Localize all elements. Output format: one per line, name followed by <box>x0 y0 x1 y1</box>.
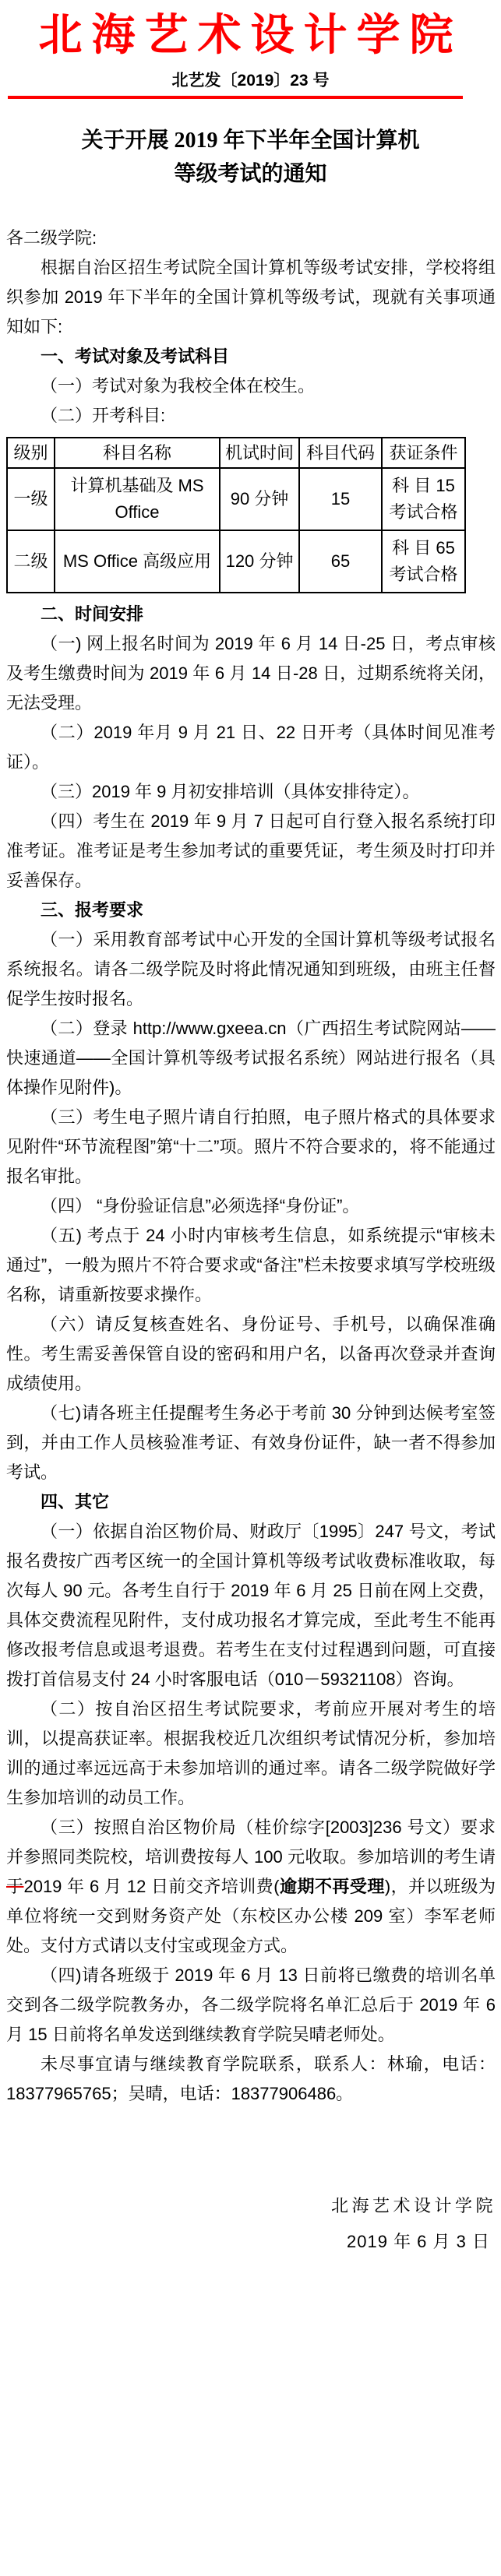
text-run: （二）开考科目: <box>41 406 166 425</box>
table-cell-line: 一级 <box>13 489 48 509</box>
table-row <box>7 530 465 593</box>
text-run: 四、其它 <box>41 1492 110 1511</box>
table-header-cell: 科目名称 <box>55 438 220 468</box>
document-number: 北艺发〔2019〕23 号 <box>171 72 330 90</box>
text-run: 根据自治区招生考试院全国计算机等级考试安排，学校将组织参加 2019 年下半年的全国计算机等级考试，现就有关事项通知如下: <box>6 258 496 336</box>
text-run: )，并以班级为单位将统一交到财务资产处（东校区办公楼 209 室）李军老师处。支付方式请以支付宝或现金方式。 <box>6 1877 496 1955</box>
table-cell <box>299 468 382 530</box>
text-run: （一) 网上报名时间为 2019 年 6 月 14 日-25 日，考点审核及考生缴费时间为 2019 年 6 月 14 日-28 日，过期系统将关闭，无法受理。 <box>6 634 496 713</box>
section-heading <box>6 896 496 925</box>
table-cell <box>220 468 299 530</box>
paragraph <box>6 253 496 342</box>
paragraph <box>6 1813 496 1961</box>
text-run: （一）考试对象为我校全体在校生。 <box>41 376 316 396</box>
paragraph <box>6 1191 496 1221</box>
paragraph <box>6 1961 496 2050</box>
paragraph <box>6 2050 496 2109</box>
table-cell-line: 90 分钟 <box>230 489 289 509</box>
paragraph <box>6 371 496 401</box>
table-cell-line: 考试合格 <box>389 502 458 522</box>
text-run: （四)请各班级于 2019 年 6 月 13 日前将已缴费的培训名单交到各二级学院教务办，各二级学院将名单汇总后于 2019 年 6 月 15 日前将名单发送到继续教育学院吴晴老师处。 <box>6 1965 496 2044</box>
table-cell-line: 科 目 65 <box>392 538 455 558</box>
table-cell-line: MS Office 高级应用 <box>62 551 212 571</box>
table-header-cell: 获证条件 <box>382 438 465 468</box>
exam-subjects-table <box>6 437 466 593</box>
notice-body <box>6 223 496 2109</box>
bold-text-run: 逾期不再受理 <box>279 1877 385 1896</box>
paragraph <box>6 925 496 1014</box>
body-section-after-table <box>6 600 496 2109</box>
text-run: （一）依据自治区物价局、财政厅〔1995〕247 号文，考试报名费按广西考区统一的全国计算机等级考试收费标准收取，每次每人 90 元。各考生自行于 2019 年 6 月 25 日前在网上交费，具体交费流程见附件，支付成功报名才算完成，至此考生不能再修改报考信息或退考退费。若考生在支付过程遇到问题，可直接拨打首信易支付 24 小时客服电话（010－59321108）咨询。 <box>6 1522 496 1689</box>
table-header-cell: 级别 <box>7 438 55 468</box>
table-cell <box>55 530 220 593</box>
notice-title-line2: 等级考试的通知 <box>174 162 327 186</box>
text-run: （四） “身份验证信息”必须选择“身份证”。 <box>41 1196 360 1216</box>
paragraph <box>6 223 496 253</box>
table-cell-line: 15 <box>330 489 351 509</box>
paragraph <box>6 807 496 896</box>
section-heading <box>6 1487 496 1517</box>
table-header-cell: 机试时间 <box>220 438 299 468</box>
text-run: （二）登录 http://www.gxeea.cn（广西招生考试院网站——快速通道——全国计算机等级考试报名系统）网站进行报名（具体操作见附件)。 <box>6 1019 496 1097</box>
table-cell-line: 120 分钟 <box>225 551 294 571</box>
paragraph <box>6 629 496 718</box>
text-run: （三）考生电子照片请自行拍照，电子照片格式的具体要求见附件“环节流程图”第“十二”项。照片不符合要求的，将不能通过报名审批。 <box>6 1107 496 1186</box>
paragraph <box>6 1310 496 1399</box>
text-run: （三）按照自治区物价局（桂价综字[2003]236 号文）要求并参照同类院校，培训费按每人 100 元收取。参加培训的考生请 <box>6 1818 496 1867</box>
text-run: （四）考生在 2019 年 9 月 7 日起可自行登入报名系统打印准考证。准考证是考生参加考试的重要凭证，考生须及时打印并妥善保存。 <box>6 811 496 890</box>
text-run: （三）2019 年 9 月初安排培训（具体安排待定）。 <box>41 782 420 801</box>
body-section-before-table <box>6 223 496 431</box>
text-run: 未尽事宜请与继续教育学院联系，联系人：林瑜，电话：18377965765；吴晴，电话：18377906486。 <box>6 2054 496 2103</box>
text-run: （五) 考点于 24 小时内审核考生信息，如系统提示“审核未通过”，一般为照片不符合要求或“备注”栏未按要求填写学校班级名称，请重新按要求操作。 <box>6 1226 496 1304</box>
table-cell <box>382 468 465 530</box>
text-run: （七)请各班主任提醒考生务必于考前 30 分钟到达候考室签到，并由工作人员核验准考证、有效身份证件，缺一者不得参加考试。 <box>6 1403 496 1482</box>
table-cell-line: 科 目 15 <box>392 476 455 495</box>
text-run: 2019 年 6 月 12 日前交齐培训费( <box>23 1877 280 1896</box>
table-cell-line: 二级 <box>13 551 48 571</box>
letterhead-divider-rule <box>8 96 463 99</box>
text-run: 各二级学院: <box>6 228 97 248</box>
table-cell-line: 65 <box>330 551 351 571</box>
table-cell <box>55 468 220 530</box>
table-cell <box>299 530 382 593</box>
table-header-row <box>7 438 465 468</box>
text-run: 二、时间安排 <box>41 604 144 624</box>
table-header-cell: 科目代码 <box>299 438 382 468</box>
text-run: （六）请反复核查姓名、身份证号、手机号，以确保准确性。考生需妥善保管自设的密码和用户名，以备再次登录并查询成绩使用。 <box>6 1314 496 1393</box>
text-run: （二）按自治区招生考试院要求，考前应开展对考生的培训，以提高获证率。根据我校近几次组织考试情况分析，参加培训的通过率远远高于未参加培训的通过率。请各二级学院做好学生参加培训的动员工作。 <box>6 1699 496 1807</box>
table-cell-line: 计算机基础及 MS <box>70 476 204 495</box>
signature-org-name: 北海艺术设计学院 <box>330 2196 496 2215</box>
notice-title <box>0 124 501 191</box>
letterhead-org-name: 北海艺术设计学院 <box>38 12 463 60</box>
paragraph <box>6 1221 496 1310</box>
paragraph <box>6 401 496 431</box>
signature-block <box>0 2188 501 2260</box>
paragraph <box>6 1694 496 1813</box>
text-run: （一）采用教育部考试中心开发的全国计算机等级考试报名系统报名。请各二级学院及时将此情况通知到班级，由班主任督促学生按时报名。 <box>6 930 496 1008</box>
text-run: （二）2019 年月 9 月 21 日、22 日开考（具体时间见准考证）。 <box>6 723 496 772</box>
paragraph <box>6 1517 496 1694</box>
section-heading <box>6 342 496 371</box>
table-row <box>7 468 465 530</box>
table-cell-line: 考试合格 <box>389 565 458 584</box>
paragraph <box>6 1399 496 1487</box>
section-heading <box>6 600 496 629</box>
paragraph <box>6 718 496 777</box>
text-run: 一、考试对象及考试科目 <box>41 347 230 366</box>
paragraph <box>6 777 496 807</box>
red-strike-text-run: 于 <box>6 1877 24 1896</box>
paragraph <box>6 1014 496 1103</box>
table-cell <box>7 530 55 593</box>
text-run: 三、报考要求 <box>41 900 144 920</box>
signature-date: 2019 年 6 月 3 日 <box>347 2232 490 2251</box>
notice-title-line1: 关于开展 2019 年下半年全国计算机 <box>81 128 420 153</box>
table-cell <box>382 530 465 593</box>
paragraph <box>6 1103 496 1191</box>
table-cell <box>220 530 299 593</box>
table-cell <box>7 468 55 530</box>
table-cell-line: Office <box>115 502 160 522</box>
